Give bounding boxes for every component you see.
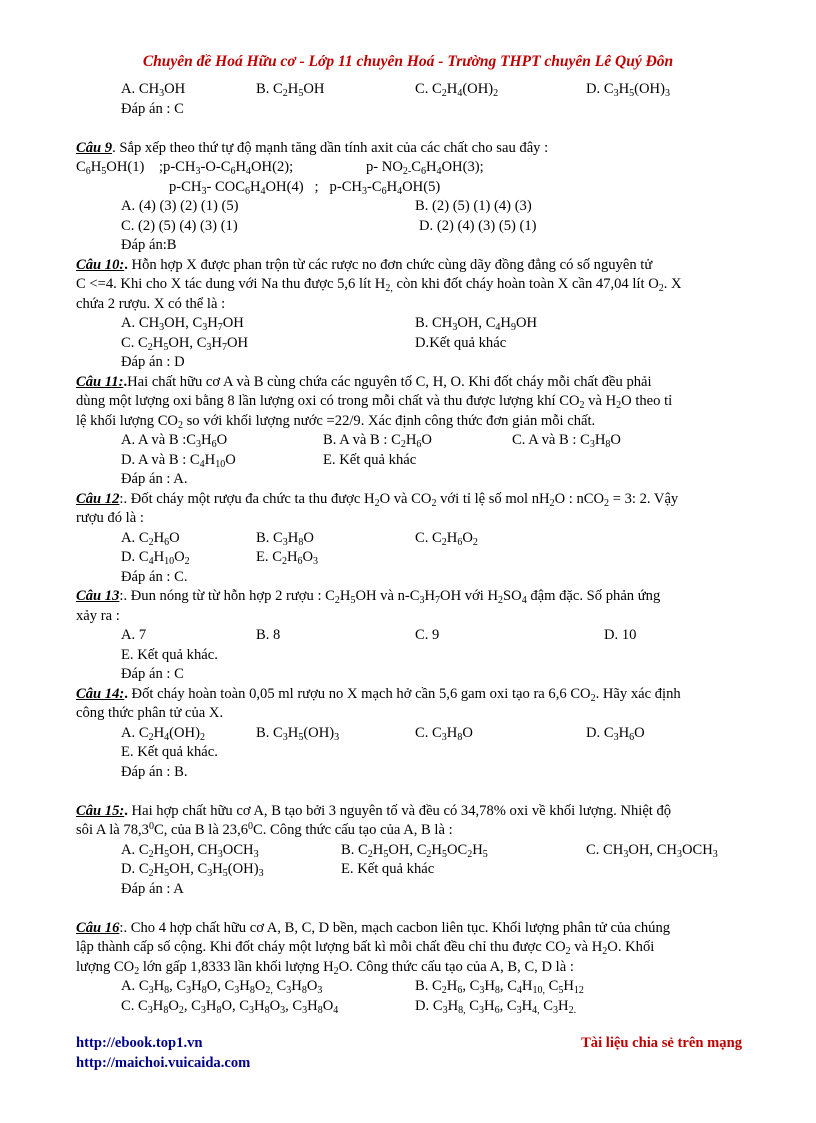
q12-option-c: C. $C_2H_6O_2$ [415,529,478,548]
q8-answer: Đáp án : C [121,100,184,117]
q10-options-ab [76,314,742,334]
q16-option-b: B. $C_2H_6$, $C_3H_8$, $C_4H_{10,}$ $C_5H_{12}$ [415,978,584,996]
q13-label: Câu 13 [76,588,120,604]
q8-option-c: C. $C_2H_4(OH)_2$ [415,81,499,99]
q8-option-a: A. $CH_3OH$ [121,81,186,99]
q10-stem: Câu 10:. Hỗn hợp X được phan trộn từ các rược no đơn chức cùng dãy đồng đẳng có số nguyên tử C <=4. Khi cho X tác dung với Na thu được 5,6 lít $H_{2,}$ còn khi đốt cháy hoàn toàn X cần 47,04 lít $O_2$. X chứa 2 rượu. X có thể là : [76,256,682,312]
footer-row-1 [76,1034,742,1053]
footer-link-ebook[interactable]: http://ebook.top1.vn [76,1035,203,1051]
q10-option-d: D.Kết quả khác [415,334,507,351]
q10-options-cd [76,334,742,354]
q9-stem: Câu 9. Sắp xếp theo thứ tự độ mạnh tăng dần tính axit của các chất cho sau đây : [76,139,549,156]
q15-option-b: B. $C_2H_5OH$, $C_2H_5OC_2H_5$ [341,841,488,860]
q9-option-b: B. (2) (5) (1) (4) (3) [415,198,532,214]
q15-option-e: E. Kết quả khác [341,861,435,877]
footer-link-maichoi[interactable]: http://maichoi.vuicaida.com [76,1055,251,1071]
q12-options-abc [76,529,742,549]
q11-stem: Câu 11:.Hai chất hữu cơ A và B cùng chứa các nguyên tố C, H, O. Khi đốt cháy mỗi chất đều phải dùng một lượng oxi bằng 8 lần lượng oxi có trong mỗi chất và thu được lượng khí $CO_2$ và $H_2O$ theo tỉ lệ khối lượng $CO_2$ so với khối lượng nước =22/9. Xác định công thức đơn giản mỗi chất. [76,373,673,431]
q10-option-a: A. $CH_3OH$, $C_3H_7OH$ [121,315,244,333]
q13-option-a: A. 7 [121,627,147,643]
q9-options-cd [76,217,742,237]
q12-option-a: A. $C_2H_6O$ [121,529,180,548]
q12-stem: Câu 12:. Đốt cháy một rượu đa chức ta thu được $H_2O$ và $CO_2$ với tỉ lệ số mol $nH_2O$ : nCO$_2$ = 3: 2. Vậy rượu đó là : [76,490,679,526]
q14-stem: Câu 14:. Đốt cháy hoàn toàn 0,05 ml rượu no X mạch hở cần 5,6 gam oxi tạo ra 6,6 $CO_2$. Hãy xác định công thức phân tử của X. [76,685,681,721]
q11-option-b: B. A và B : $C_2H_6O$ [323,432,432,450]
q15-options-de [76,860,742,880]
q15-label: Câu 15: [76,802,125,819]
q11-options-abc [76,431,742,451]
q8-option-b: B. $C_2H_5OH$ [256,81,325,99]
q13-option-b: B. 8 [256,627,281,643]
q14-option-a: A. $C_2H_4(OH)_2$ [121,724,205,743]
q9-answer: Đáp án:B [121,237,177,253]
q14-answer: Đáp án : B. [121,763,188,780]
q10-option-b: B. $CH_3OH$, $C_4H_9OH$ [415,315,538,333]
q15-option-c: C. $CH_3OH$, $CH_3OCH_3$ [586,841,718,860]
q15-answer: Đáp án : A [121,880,184,897]
q10-answer: Đáp án : D [121,354,185,370]
q9-options-ab [76,197,742,217]
q16-option-c: C. $C_3H_8O_2$, $C_3H_8O$, $C_3H_8O_3$, $C_3H_8O_4$ [121,997,339,1016]
q13-option-d: D. 10 [604,627,637,643]
q14-option-b: B. $C_3H_5(OH)_3$ [256,724,340,743]
q15-stem: Câu 15:. Hai hợp chất hữu cơ A, B tạo bởi 3 nguyên tố và đều có 34,78% oxi về khối lượng. Nhiệt độ sôi A là 78,3$^0$C, của B là 23,6$^0$C. Công thức cấu tạo của A, B là : [76,802,672,838]
footer-row-2 [76,1054,742,1073]
q13-answer: Đáp án : C [121,666,184,682]
q15-option-d: D. $C_2H_5OH$, $C_3H_5(OH)_3$ [121,861,264,879]
q13-option-e: E. Kết quả khác. [121,646,218,663]
q9-label: Câu 9 [76,139,113,156]
page-header: Chuyên đề Hoá Hữu cơ - Lớp 11 chuyên Hoá - Trường THPT chuyên Lê Quý Đôn [142,53,674,70]
q12-answer: Đáp án : C. [121,568,188,585]
q12-label: Câu 12 [76,490,120,507]
q11-label: Câu 11: [76,373,124,390]
q16-stem: Câu 16:. Cho 4 hợp chất hữu cơ A, B, C, D bền, mạch cacbon liên tục. Khối lượng phân tử của chúng lập thành cấp số cộng. Khi đốt cháy một lượng bất kì mỗi chất đều chỉ thu được $CO_2$ và $H_2O$. Khối lượng $CO_2$ lớn gấp 1,8333 lần khối lượng $H_2O$. Công thức cấu tạo của A, B, C, D là : [76,919,671,977]
q11-option-d: D. A và B : $C_4H_{10}O$ [121,451,236,470]
q14-option-c: C. $C_3H_8O$ [415,724,473,743]
q14-label: Câu 14: [76,685,125,702]
q14-option-d: D. $C_3H_6O$ [586,724,645,743]
q10-label: Câu 10: [76,256,125,273]
q9-option-d: D. (2) (4) (3) (5) (1) [419,217,537,234]
q12-option-e: E. $C_2H_6O_3$ [256,549,319,567]
q14-option-e: E. Kết quả khác. [121,744,218,760]
q10-option-c: C. $C_2H_5OH$, $C_3H_7OH$ [121,334,249,353]
q16-options-cd [76,997,742,1017]
q11-option-c: C. A và B : $C_3H_8O$ [512,432,621,450]
q8-options [76,80,742,100]
q15-options-abc [76,841,742,861]
document-body [76,80,742,1016]
q11-options-de [76,451,742,471]
q11-option-e: E. Kết quả khác [323,451,417,468]
q9-option-c: C. (2) (5) (4) (3) (1) [121,217,238,234]
q13-options [76,626,742,646]
q13-option-c: C. 9 [415,627,440,643]
q16-options-ab [76,977,742,997]
footer-right-text: Tài liệu chia sẻ trên mạng [581,1035,742,1051]
q9-compounds-line2: $p-CH_3-$ $COC_6H_4OH(4)$ ; $p-CH_3-C_6H_4OH(5)$ [169,178,441,197]
q12-options-de [76,548,742,568]
q14-options [76,724,742,744]
q9-compounds-line1: $C_6H_5OH(1)$ $;p-CH_3-O-C_6H_4OH(2)$; p- $NO_{2-}C_6H_4OH(3)$; [76,159,484,177]
q16-option-a: A. $C_3H_8$, $C_3H_8O$, $C_3H_8O_{2,}$ $C_3H_8O_3$ [121,978,323,996]
q16-label: Câu 16 [76,919,120,936]
q12-option-d: D. $C_4H_{10}O_2$ [121,549,190,567]
q9-option-a: A. (4) (3) (2) (1) (5) [121,198,239,214]
q13-stem: Câu 13:. Đun nóng từ từ hỗn hợp 2 rượu : $C_2H_5OH$ và $n-C_3H_7OH$ với $H_2SO_4$ đậm đặc. Số phản ứng xảy ra : [76,588,661,624]
q11-option-a: A. A và B $:C_3H_6O$ [121,432,228,450]
q8-option-d: D. $C_3H_5(OH)_3$ [586,81,670,99]
q11-answer: Đáp án : A. [121,471,188,487]
q16-option-d: D. $C_3H_{8,}$ $C_3H_6$, $C_3H_{4,}$ $C_3H_{2.}$ [415,997,577,1016]
q15-option-a: A. $C_2H_5OH$, $CH_3OCH_3$ [121,841,259,860]
q12-option-b: B. $C_3H_8O$ [256,529,314,548]
